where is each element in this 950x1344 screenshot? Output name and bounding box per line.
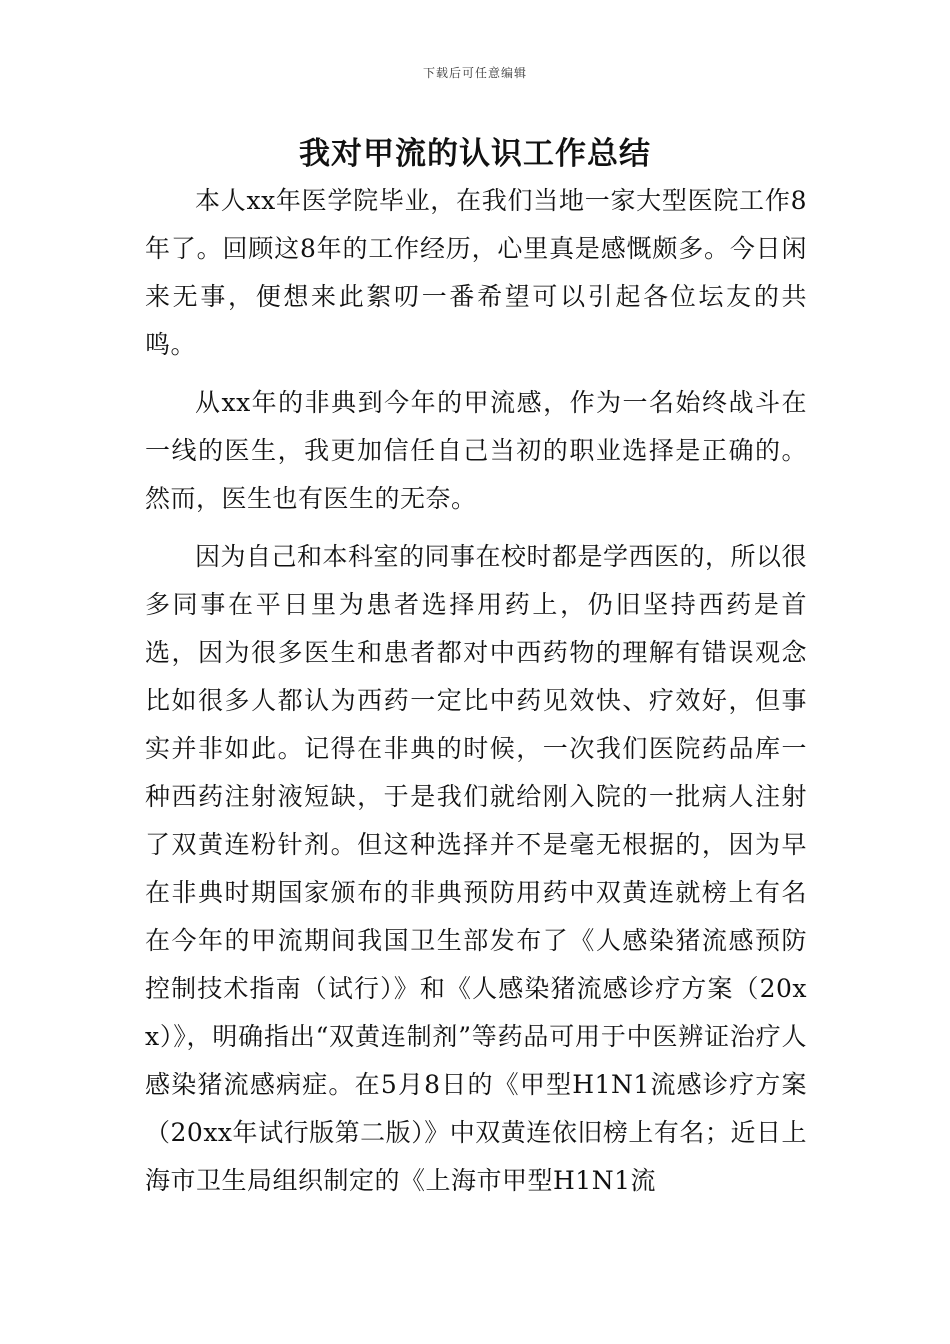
document-body — [145, 177, 807, 1215]
paragraph: 本人xx年医学院毕业，在我们当地一家大型医院工作8年了。回顾这8年的工作经历，心里真是感慨颇多。今日闲来无事，便想来此絮叨一番希望可以引起各位坛友的共鸣。 — [145, 186, 807, 359]
document-title: 我对甲流的认识工作总结 — [299, 136, 651, 172]
paragraph: 从xx年的非典到今年的甲流感，作为一名始终战斗在一线的医生，我更加信任自己当初的职业选择是正确的。然而，医生也有医生的无奈。 — [145, 388, 807, 513]
header-note: 下载后可任意编辑 — [422, 66, 527, 80]
paragraph: 因为自己和本科室的同事在校时都是学西医的，所以很多同事在平日里为患者选择用药上，仍旧坚持西药是首选，因为很多医生和患者都对中西药物的理解有错误观念比如很多人都认为西药一定比中药见效快、疗效好，但事实并非如此。记得在非典的时候，一次我们医院药品库一种西药注射液短缺，于是我们就给刚入院的一批病人注射了双黄连粉针剂。但这种选择并不是毫无根据的，因为早在非典时期国家颁布的非典预防用药中双黄连就榜上有名在今年的甲流期间我国卫生部发布了《人感染猪流感预防控制技术指南（试行）》和《人感染猪流感诊疗方案（20xx）》，明确指出“双黄连制剂”等药品可用于中医辨证治疗人感染猪流感病症。在5月8日的《甲型H1N1流感诊疗方案（20xx年试行版第二版）》中双黄连依旧榜上有名；近日上海市卫生局组织制定的《上海市甲型H1N1流 — [145, 542, 808, 1195]
